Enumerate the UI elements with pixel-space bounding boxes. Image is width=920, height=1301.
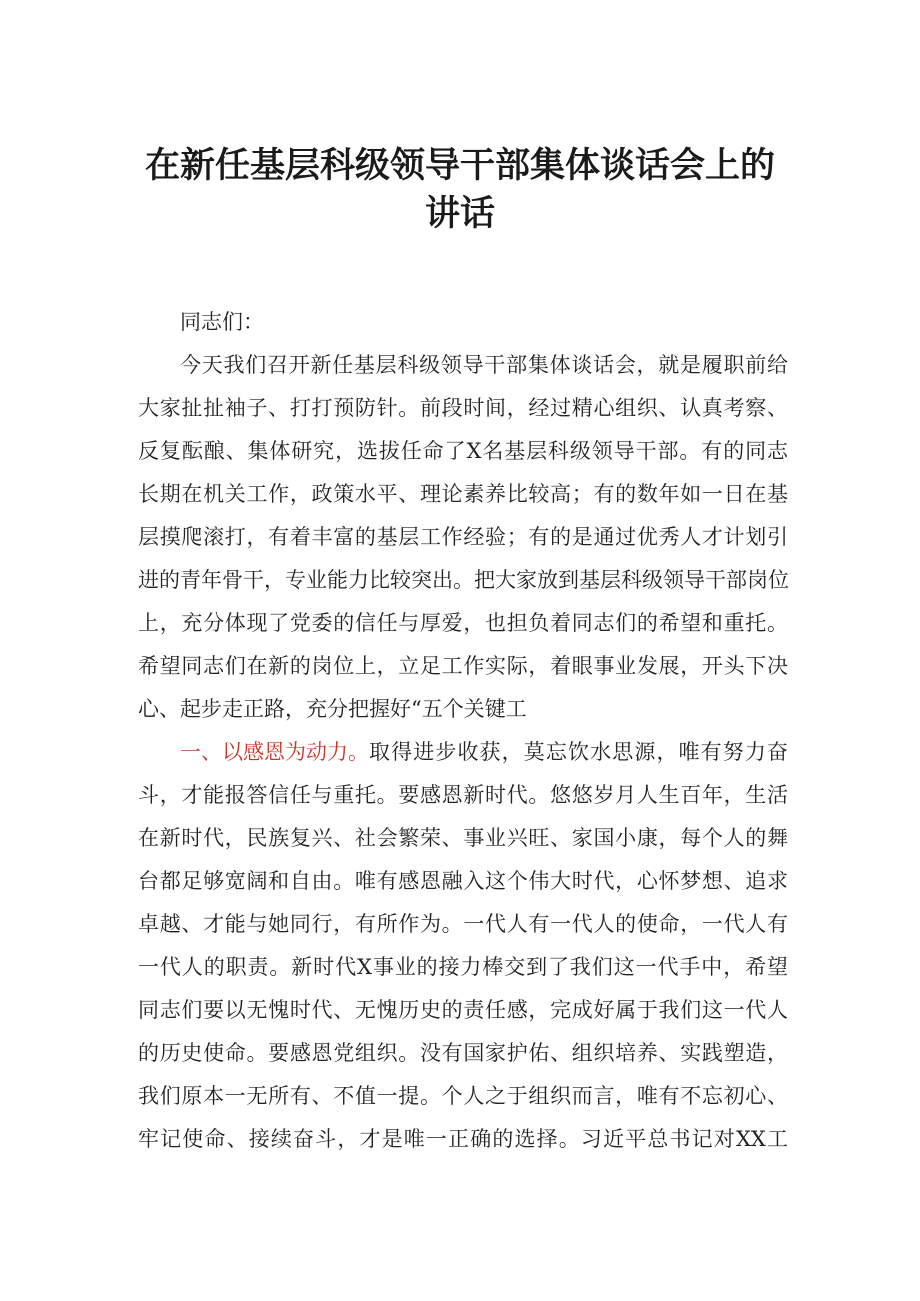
- section-line: 在新时代，民族复兴、社会繁荣、事业兴旺、家国小康，每个人的舞: [138, 826, 788, 850]
- paragraph-line: 层摸爬滚打，有着丰富的基层工作经验；有的是通过优秀人才计划引: [138, 525, 788, 549]
- paragraph-line: 长期在机关工作，政策水平、理论素养比较高；有的数年如一日在基: [138, 482, 788, 506]
- paragraph-line: 反复酝酿、集体研究，选拔任命了X名基层科级领导干部。有的同志: [138, 439, 788, 463]
- section-heading-line: [180, 738, 788, 766]
- document-title-line-1: 在新任基层科级领导干部集体谈话会上的: [144, 146, 775, 186]
- section-heading: 一、以感恩为动力。: [180, 740, 369, 764]
- paragraph-line: 上，充分体现了党委的信任与厚爱，也担负着同志们的希望和重托。: [138, 611, 788, 635]
- section-line: 的历史使命。要感恩党组织。没有国家护佑、组织培养、实践塑造，: [138, 1041, 788, 1065]
- section-line: 斗，才能报答信任与重托。要感恩新时代。悠悠岁月人生百年，生活: [138, 783, 788, 807]
- section-line: 牢记使命、接续奋斗，才是唯一正确的选择。习近平总书记对XX工: [138, 1127, 788, 1151]
- salutation: 同志们：: [180, 310, 264, 334]
- section-first-line-text: 取得进步收获，莫忘饮水思源，唯有努力奋: [369, 740, 788, 764]
- document-title-line-2: 讲话: [424, 194, 495, 234]
- paragraph-line: 今天我们召开新任基层科级领导干部集体谈话会，就是履职前给: [180, 353, 788, 377]
- paragraph-line: 希望同志们在新的岗位上，立足工作实际，着眼事业发展，开头下决: [138, 654, 788, 678]
- section-line: 卓越、才能与她同行，有所作为。一代人有一代人的使命，一代人有: [138, 912, 788, 936]
- paragraph-line: 大家扯扯袖子、打打预防针。前段时间，经过精心组织、认真考察、: [138, 396, 788, 420]
- section-line: 我们原本一无所有、不值一提。个人之于组织而言，唯有不忘初心、: [138, 1084, 788, 1108]
- paragraph-line: 进的青年骨干，专业能力比较突出。把大家放到基层科级领导干部岗位: [138, 568, 789, 592]
- section-line: 一代人的职责。新时代X事业的接力棒交到了我们这一代手中，希望: [138, 955, 788, 979]
- section-line: 台都足够宽阔和自由。唯有感恩融入这个伟大时代，心怀梦想、追求: [138, 869, 788, 893]
- section-line: 同志们要以无愧时代、无愧历史的责任感，完成好属于我们这一代人: [138, 998, 788, 1022]
- paragraph-line: 心、起步走正路，充分把握好“五个关键工: [138, 697, 527, 721]
